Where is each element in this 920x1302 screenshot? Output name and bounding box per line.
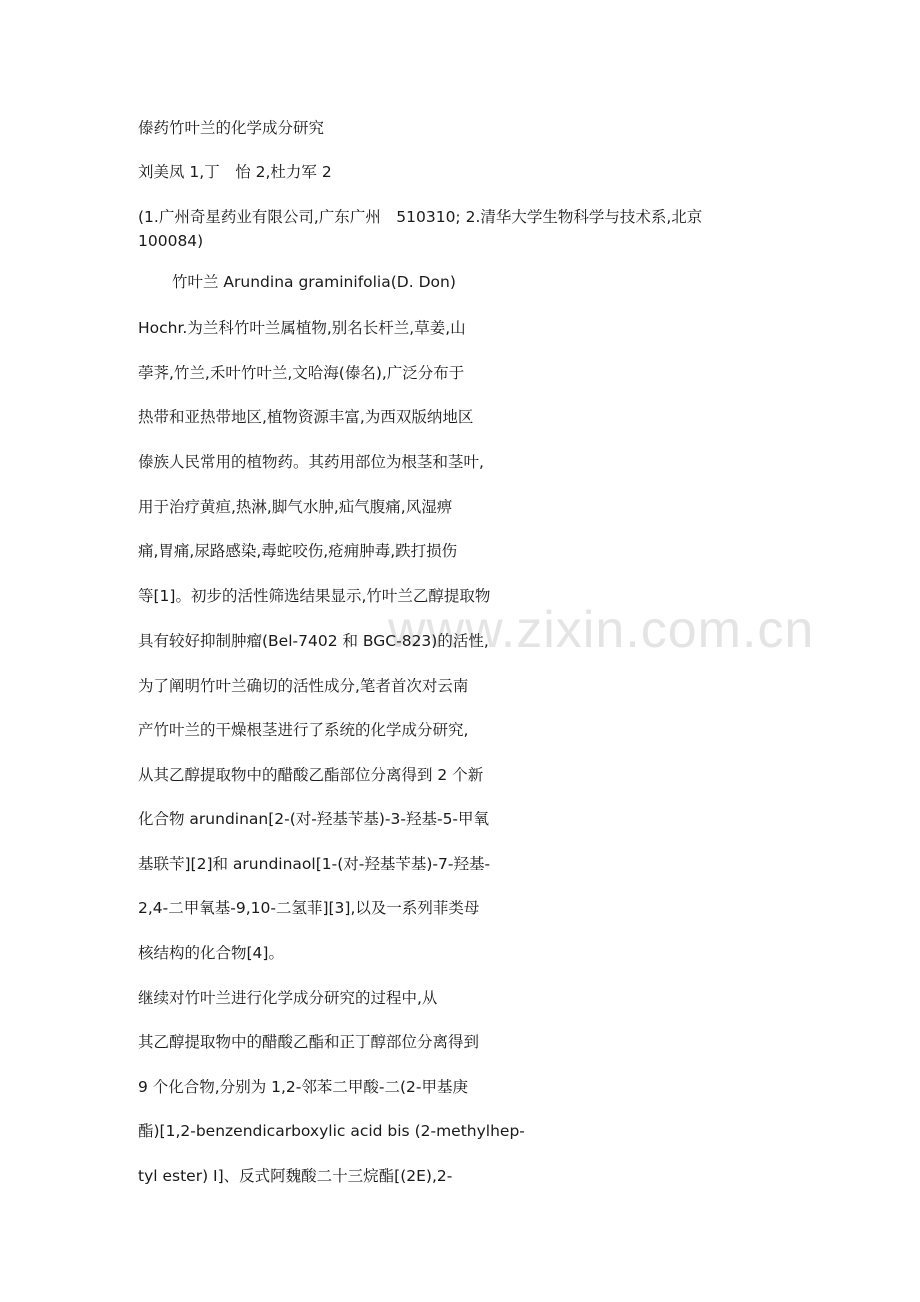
- affiliation: (1.广州奇星药业有限公司,广东广州 510310; 2.清华大学生物科学与技术系,北京 100084): [138, 208, 703, 250]
- body-line-15: 2,4-二甲氧基-9,10-二氢菲][3],以及一系列菲类母: [138, 899, 480, 917]
- document-title: 傣药竹叶兰的化学成分研究: [138, 119, 325, 137]
- body-line-1: 竹叶兰 Arundina graminifolia(D. Don): [172, 273, 456, 291]
- body-line-11: 产竹叶兰的干燥根茎进行了系统的化学成分研究,: [138, 721, 469, 739]
- body-line-10: 为了阐明竹叶兰确切的活性成分,笔者首次对云南: [138, 677, 469, 695]
- body-line-4: 热带和亚热带地区,植物资源丰富,为西双版纳地区: [138, 408, 474, 426]
- body-line-21: tyl ester) Ⅰ]、反式阿魏酸二十三烷酯[(2E),2-: [138, 1167, 453, 1185]
- body-line-13: 化合物 arundinan[2-(对-羟基苄基)-3-羟基-5-甲氧: [138, 810, 490, 828]
- body-line-18: 其乙醇提取物中的醋酸乙酯和正丁醇部位分离得到: [138, 1033, 480, 1051]
- body-line-19: 9 个化合物,分别为 1,2-邻苯二甲酸-二(2-甲基庚: [138, 1078, 468, 1096]
- authors: 刘美凤 1,丁 怡 2,杜力军 2: [138, 163, 332, 181]
- body-line-7: 痛,胃痛,尿路感染,毒蛇咬伤,疮痈肿毒,跌打损伤: [138, 542, 458, 560]
- watermark: www.zixin.com.cn: [388, 601, 815, 659]
- body-line-20: 酯)[1,2-benzendicarboxylic acid bis (2-methylhep-: [138, 1122, 525, 1140]
- body-line-17: 继续对竹叶兰进行化学成分研究的过程中,从: [138, 989, 438, 1007]
- body-line-3: 荸荠,竹兰,禾叶竹叶兰,文哈海(傣名),广泛分布于: [138, 364, 465, 382]
- body-line-16: 核结构的化合物[4]。: [138, 944, 284, 962]
- body-line-8: 等[1]。初步的活性筛选结果显示,竹叶兰乙醇提取物: [138, 587, 491, 605]
- body-line-12: 从其乙醇提取物中的醋酸乙酯部位分离得到 2 个新: [138, 766, 484, 784]
- body-line-2: Hochr.为兰科竹叶兰属植物,别名长杆兰,草姜,山: [138, 319, 466, 337]
- body-line-14: 基联苄][2]和 arundinaol[1-(对-羟基苄基)-7-羟基-: [138, 855, 491, 873]
- body-line-9: 具有较好抑制肿瘤(Bel-7402 和 BGC-823)的活性,: [138, 632, 489, 650]
- body-line-5: 傣族人民常用的植物药。其药用部位为根茎和茎叶,: [138, 453, 484, 471]
- body-line-6: 用于治疗黄疸,热淋,脚气水肿,疝气腹痛,风湿痹: [138, 498, 453, 516]
